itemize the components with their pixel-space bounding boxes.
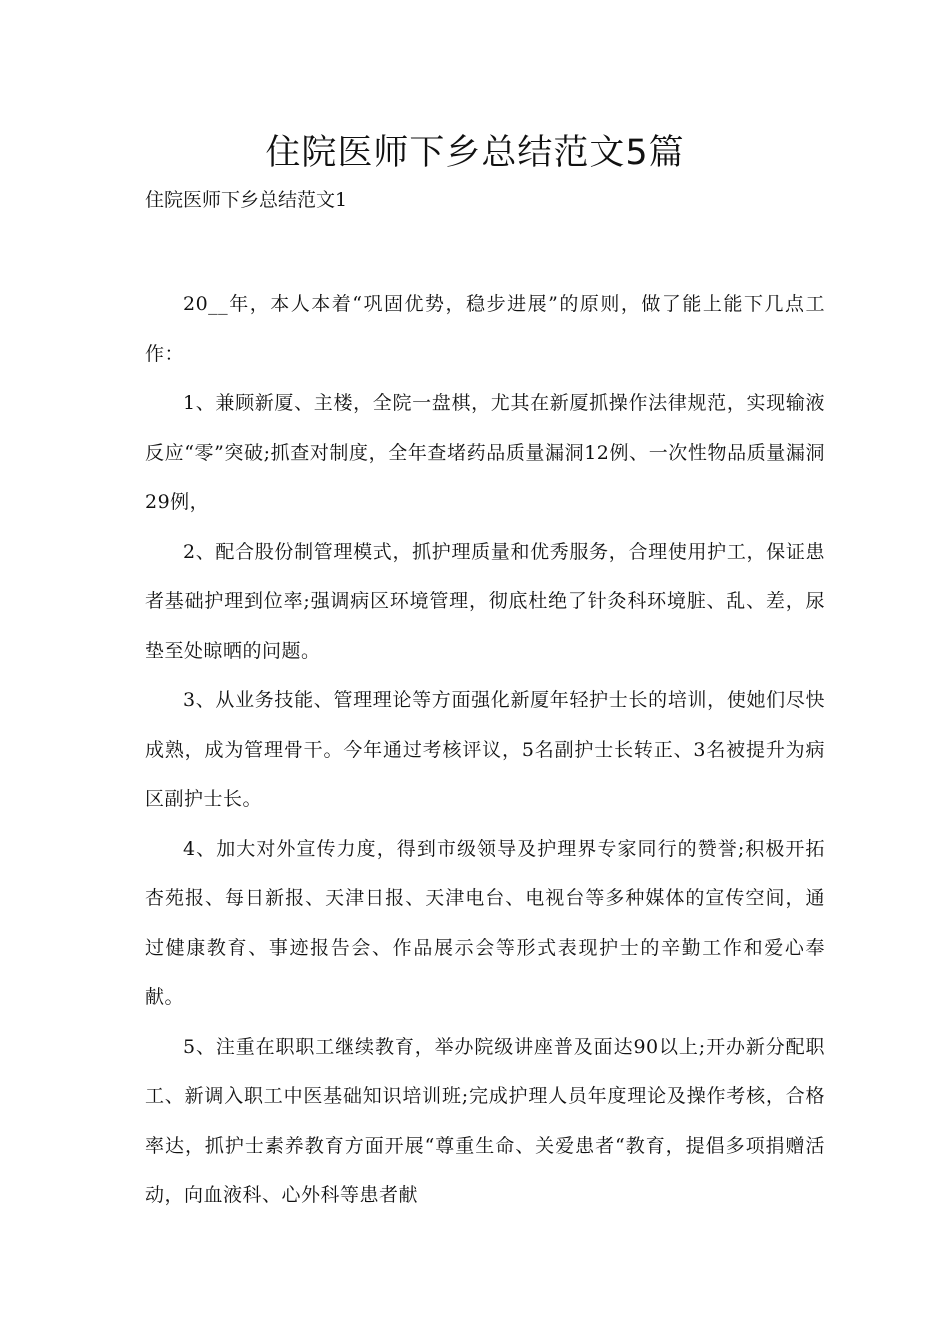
paragraph-intro: 20__年，本人本着“巩固优势，稳步进展”的原则，做了能上能下几点工作： [145, 293, 825, 365]
paragraph-item-5: 5、注重在职职工继续教育，举办院级讲座普及面达90以上;开办新分配职工、新调入职工中医基础知识培训班;完成护理人员年度理论及操作考核，合格率达，抓护士素养教育方面开展“尊重生命、关爱患者“教育，提倡多项捐赠活动，向血液科、心外科等患者献 [145, 1035, 825, 1206]
document-title: 住院医师下乡总结范文5篇 [265, 133, 685, 173]
document-body [145, 280, 825, 1221]
paragraph-item-2: 2、配合股份制管理模式，抓护理质量和优秀服务，合理使用护工，保证患者基础护理到位率;强调病区环境管理，彻底杜绝了针灸科环境脏、乱、差，尿垫至处晾晒的问题。 [145, 540, 825, 662]
document-subtitle: 住院医师下乡总结范文1 [145, 189, 348, 211]
paragraph-item-3: 3、从业务技能、管理理论等方面强化新厦年轻护士长的培训，使她们尽快成熟，成为管理骨干。今年通过考核评议，5名副护士长转正、3名被提升为病区副护士长。 [145, 689, 825, 810]
paragraph-item-1: 1、兼顾新厦、主楼，全院一盘棋，尤其在新厦抓操作法律规范，实现输液反应“零”突破;抓查对制度，全年查堵药品质量漏洞12例、一次性物品质量漏洞29例， [145, 392, 825, 513]
paragraph-item-4: 4、加大对外宣传力度，得到市级领导及护理界专家同行的赞誉;积极开拓杏苑报、每日新报、天津日报、天津电台、电视台等多种媒体的宣传空间，通过健康教育、事迹报告会、作品展示会等形式表现护士的辛勤工作和爱心奉献。 [145, 837, 825, 1008]
